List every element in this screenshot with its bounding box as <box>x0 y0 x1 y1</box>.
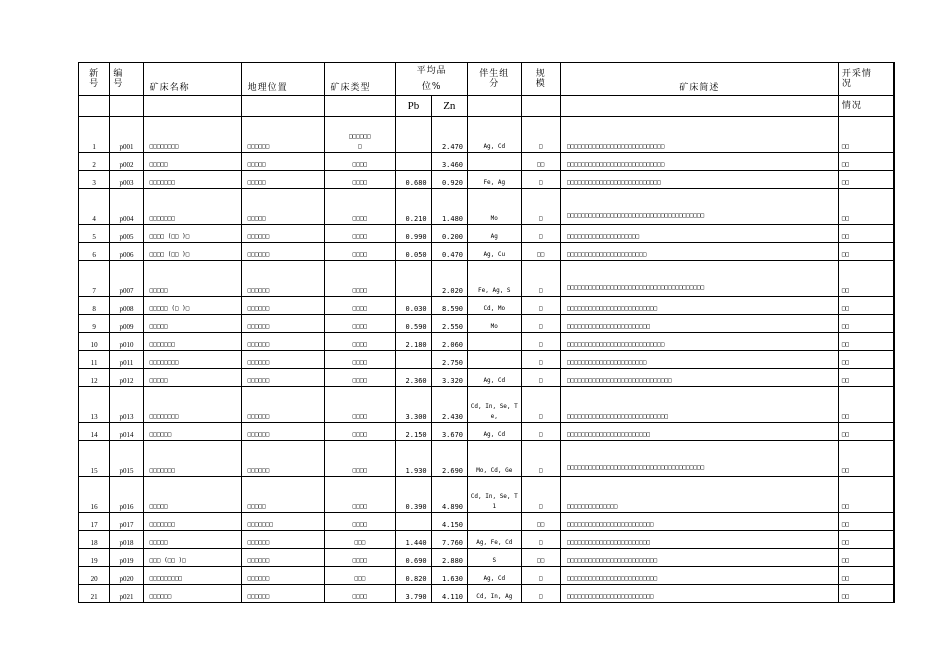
cell-no: 1 <box>79 117 110 153</box>
cell-scale: □□ <box>521 513 560 531</box>
cell-name: □□□□□□□□ <box>143 351 241 369</box>
cell-assoc: Ag, Cd <box>468 117 522 153</box>
cell-code: p010 <box>110 333 143 351</box>
cell-desc: □□□□□□□□□□□□□□□□□□□□□□□ <box>560 423 838 441</box>
cell-assoc: S <box>468 549 522 567</box>
cell-type: □□□□ <box>324 513 396 531</box>
cell-pb: 3.790 <box>396 585 431 603</box>
cell-zn: 4.110 <box>431 585 467 603</box>
cell-name: □□□□□□□□□ <box>143 567 241 585</box>
cell-zn: 2.880 <box>431 549 467 567</box>
cell-location: □□□□□□ <box>241 585 324 603</box>
cell-no: 10 <box>79 333 110 351</box>
cell-zn: 3.670 <box>431 423 467 441</box>
cell-name: □□□□□□□ <box>143 171 241 189</box>
cell-mining: □□ <box>838 333 894 351</box>
table-row <box>79 225 895 243</box>
cell-code: p006 <box>110 243 143 261</box>
cell-scale: □ <box>521 369 560 387</box>
cell-pb: 2.150 <box>396 423 431 441</box>
cell-type: □□□□ <box>324 225 396 243</box>
cell-no: 18 <box>79 531 110 549</box>
cell-zn: 8.590 <box>431 297 467 315</box>
cell-location: □□□□□□ <box>241 387 324 423</box>
cell-desc: □□□□□□□□□□□□□□□□□□□□□□ <box>560 351 838 369</box>
cell-name: □□□□□□□ <box>143 513 241 531</box>
cell-scale: □ <box>521 531 560 549</box>
cell-zn: 1.480 <box>431 189 467 225</box>
cell-type: □□□□ <box>324 333 396 351</box>
cell-type: □□□ <box>324 531 396 549</box>
cell-code: p018 <box>110 531 143 549</box>
cell-type: □□□□ <box>324 423 396 441</box>
cell-name: □□□□□□□□ <box>143 387 241 423</box>
cell-desc: □□□□□□□□□□□□□□□□□□□□□□□□□□□ <box>560 117 838 153</box>
cell-code: p004 <box>110 189 143 225</box>
cell-no: 20 <box>79 567 110 585</box>
cell-assoc: Ag, Cd <box>468 567 522 585</box>
cell-zn: 0.200 <box>431 225 467 243</box>
cell-assoc <box>468 513 522 531</box>
table-row <box>79 261 895 297</box>
cell-location: □□□□□ <box>241 477 324 513</box>
cell-desc: □□□□□□□□□□□□□□□□□□□□□□□□□ <box>560 567 838 585</box>
cell-mining: □□ <box>838 225 894 243</box>
header-zn: Zn <box>431 96 467 117</box>
cell-assoc: Fe, Ag <box>468 171 522 189</box>
cell-desc: □□□□□□□□□□□□□□□□□□□□□□□□ <box>560 585 838 603</box>
cell-name: □□□□□ <box>143 369 241 387</box>
cell-zn: 2.430 <box>431 387 467 423</box>
cell-mining: □□ <box>838 441 894 477</box>
cell-no: 21 <box>79 585 110 603</box>
cell-mining: □□ <box>838 387 894 423</box>
header-blank <box>79 96 110 117</box>
cell-assoc: Cd, Mo <box>468 297 522 315</box>
cell-location: □□□□□□ <box>241 117 324 153</box>
table-row <box>79 567 895 585</box>
cell-assoc: Cd, In, Ag <box>468 585 522 603</box>
cell-zn: 2.550 <box>431 315 467 333</box>
table-row <box>79 369 895 387</box>
cell-mining: □□ <box>838 369 894 387</box>
cell-pb: 2.180 <box>396 333 431 351</box>
table-row <box>79 189 895 225</box>
cell-code: p001 <box>110 117 143 153</box>
cell-code: p019 <box>110 549 143 567</box>
cell-no: 12 <box>79 369 110 387</box>
cell-mining: □□ <box>838 477 894 513</box>
cell-name: □□□□□ <box>143 153 241 171</box>
table-row <box>79 387 895 423</box>
cell-assoc <box>468 333 522 351</box>
deposit-table <box>78 62 895 603</box>
table-row <box>79 351 895 369</box>
cell-type: □□□□ <box>324 189 396 225</box>
cell-pb: 0.990 <box>396 225 431 243</box>
cell-type: □□□□ <box>324 549 396 567</box>
cell-code: p013 <box>110 387 143 423</box>
cell-mining: □□ <box>838 243 894 261</box>
cell-assoc: Mo <box>468 315 522 333</box>
cell-pb <box>396 351 431 369</box>
cell-location: □□□□□□ <box>241 369 324 387</box>
cell-assoc: Mo, Cd, Ge <box>468 441 522 477</box>
cell-assoc: Ag, Cu <box>468 243 522 261</box>
cell-pb <box>396 117 431 153</box>
cell-assoc: Fe, Ag, S <box>468 261 522 297</box>
cell-pb: 0.690 <box>396 549 431 567</box>
cell-name: □□□□□□ <box>143 585 241 603</box>
cell-assoc <box>468 351 522 369</box>
cell-desc: □□□□□□□□□□□□□□□□□□□□□□□□□□□ <box>560 333 838 351</box>
cell-desc: □□□□□□□□□□□□□□□□□□□□□□□□□□□□□ <box>560 369 838 387</box>
cell-mining: □□ <box>838 315 894 333</box>
cell-pb: 0.680 <box>396 171 431 189</box>
cell-desc: □□□□□□□□□□□□□□□□□□□□□□□□□ <box>560 297 838 315</box>
header-no: 新 号 <box>79 63 110 96</box>
cell-zn: 2.690 <box>431 441 467 477</box>
cell-code: p011 <box>110 351 143 369</box>
cell-name: □□□□□ <box>143 315 241 333</box>
table-row <box>79 153 895 171</box>
header-assoc: 伴生组 分 <box>468 63 522 96</box>
cell-location: □□□□□□ <box>241 441 324 477</box>
cell-location: □□□□□□ <box>241 297 324 315</box>
cell-name: □□□□□ <box>143 531 241 549</box>
cell-desc: □□□□□□□□□□□□□□□□□□□□□□□□□□□ <box>560 153 838 171</box>
cell-desc: □□□□□□□□□□□□□□□□□□□□□□□ <box>560 531 838 549</box>
header-blank <box>324 96 396 117</box>
cell-code: p008 <box>110 297 143 315</box>
table-row <box>79 549 895 567</box>
cell-type: □□□□ <box>324 351 396 369</box>
cell-zn: 1.630 <box>431 567 467 585</box>
cell-code: p014 <box>110 423 143 441</box>
cell-name: □□□□□ <box>143 261 241 297</box>
cell-type: □□□□ <box>324 261 396 297</box>
cell-name: □□□□□ <box>143 477 241 513</box>
cell-code: p007 <box>110 261 143 297</box>
cell-assoc: Ag <box>468 225 522 243</box>
table-row <box>79 171 895 189</box>
header-row-3 <box>79 96 895 117</box>
cell-name: □□□□□□□ <box>143 189 241 225</box>
cell-desc: □□□□□□□□□□□□□□□□□□□□□□□□□ <box>560 549 838 567</box>
table-row <box>79 333 895 351</box>
cell-name: □□□ (□□ )□ <box>143 549 241 567</box>
cell-mining: □□ <box>838 297 894 315</box>
cell-assoc: Ag, Cd <box>468 369 522 387</box>
table-row <box>79 513 895 531</box>
cell-no: 17 <box>79 513 110 531</box>
header-blank <box>110 96 143 117</box>
cell-name: □□□□□□□ <box>143 441 241 477</box>
cell-scale: □ <box>521 333 560 351</box>
cell-mining: □□ <box>838 189 894 225</box>
cell-code: p012 <box>110 369 143 387</box>
cell-mining: □□ <box>838 513 894 531</box>
cell-code: p015 <box>110 441 143 477</box>
table-row <box>79 477 895 513</box>
cell-pb: 2.360 <box>396 369 431 387</box>
cell-mining: □□ <box>838 567 894 585</box>
cell-zn: 4.890 <box>431 477 467 513</box>
cell-assoc: Ag, Fe, Cd <box>468 531 522 549</box>
cell-zn: 7.760 <box>431 531 467 549</box>
cell-zn: 2.750 <box>431 351 467 369</box>
cell-pb: 1.930 <box>396 441 431 477</box>
cell-scale: □ <box>521 423 560 441</box>
cell-location: □□□□□□□ <box>241 513 324 531</box>
cell-location: □□□□□□ <box>241 423 324 441</box>
cell-scale: □ <box>521 117 560 153</box>
cell-type: □□□□ <box>324 441 396 477</box>
cell-mining: □□ <box>838 117 894 153</box>
cell-type: □□□□ <box>324 369 396 387</box>
table-row <box>79 315 895 333</box>
cell-zn: 2.470 <box>431 117 467 153</box>
header-type: 矿床类型 <box>324 63 396 96</box>
cell-scale: □ <box>521 315 560 333</box>
cell-code: p020 <box>110 567 143 585</box>
cell-type: □□□□ <box>324 585 396 603</box>
cell-name: □□□□ (□□ )□ <box>143 243 241 261</box>
cell-pb: 0.050 <box>396 243 431 261</box>
cell-scale: □ <box>521 189 560 225</box>
cell-location: □□□□□□ <box>241 333 324 351</box>
cell-name: □□□□□□□□ <box>143 117 241 153</box>
table-row <box>79 531 895 549</box>
cell-code: p016 <box>110 477 143 513</box>
cell-pb: 0.820 <box>396 567 431 585</box>
cell-pb: 3.300 <box>396 387 431 423</box>
cell-mining: □□ <box>838 153 894 171</box>
cell-no: 9 <box>79 315 110 333</box>
cell-type: □□□□ <box>324 297 396 315</box>
cell-pb <box>396 261 431 297</box>
cell-code: p002 <box>110 153 143 171</box>
cell-no: 8 <box>79 297 110 315</box>
cell-scale: □ <box>521 441 560 477</box>
header-desc: 矿床简述 <box>560 63 838 96</box>
cell-scale: □ <box>521 297 560 315</box>
header-mining-sub: 情况 <box>838 96 894 117</box>
cell-location: □□□□□ <box>241 171 324 189</box>
cell-desc: □□□□□□□□□□□□□□ <box>560 477 838 513</box>
cell-no: 3 <box>79 171 110 189</box>
cell-scale: □ <box>521 225 560 243</box>
table-row <box>79 117 895 153</box>
cell-no: 2 <box>79 153 110 171</box>
table-row <box>79 585 895 603</box>
cell-desc: □□□□□□□□□□□□□□□□□□□□□□□□□□□□□□□□□□□□□□ <box>560 261 838 297</box>
cell-type: □□□□ <box>324 243 396 261</box>
cell-no: 19 <box>79 549 110 567</box>
cell-scale: □ <box>521 585 560 603</box>
header-mining: 开采情 况 <box>838 63 894 96</box>
cell-desc: □□□□□□□□□□□□□□□□□□□□□□□ <box>560 315 838 333</box>
cell-assoc: Mo <box>468 189 522 225</box>
cell-zn: 0.470 <box>431 243 467 261</box>
header-blank <box>560 96 838 117</box>
cell-assoc: Cd, In, Se, T e, <box>468 387 522 423</box>
cell-pb: 0.030 <box>396 297 431 315</box>
cell-assoc <box>468 153 522 171</box>
cell-zn: 3.460 <box>431 153 467 171</box>
cell-desc: □□□□□□□□□□□□□□□□□□□□□□□□□□□□□□□□□□□□□□ <box>560 189 838 225</box>
cell-name: □□□□□ (□ )□ <box>143 297 241 315</box>
header-name: 矿床名称 <box>143 63 241 96</box>
cell-desc: □□□□□□□□□□□□□□□□□□□□□□□□□□ <box>560 171 838 189</box>
cell-scale: □ <box>521 171 560 189</box>
cell-pb: 0.210 <box>396 189 431 225</box>
cell-pb: 1.440 <box>396 531 431 549</box>
cell-no: 11 <box>79 351 110 369</box>
cell-name: □□□□□□□ <box>143 333 241 351</box>
header-location: 地理位置 <box>241 63 324 96</box>
cell-no: 4 <box>79 189 110 225</box>
cell-type: □□□□ <box>324 171 396 189</box>
cell-no: 5 <box>79 225 110 243</box>
cell-zn: 3.320 <box>431 369 467 387</box>
header-grade-unit: 位% <box>396 79 468 96</box>
cell-location: □□□□□□ <box>241 243 324 261</box>
cell-pb: 0.590 <box>396 315 431 333</box>
cell-mining: □□ <box>838 351 894 369</box>
header-blank <box>241 96 324 117</box>
cell-code: p003 <box>110 171 143 189</box>
header-pb: Pb <box>396 96 431 117</box>
cell-desc: □□□□□□□□□□□□□□□□□□□□ <box>560 225 838 243</box>
cell-no: 15 <box>79 441 110 477</box>
cell-location: □□□□□□ <box>241 225 324 243</box>
header-blank <box>143 96 241 117</box>
cell-location: □□□□□□ <box>241 261 324 297</box>
cell-code: p017 <box>110 513 143 531</box>
cell-zn: 4.150 <box>431 513 467 531</box>
cell-mining: □□ <box>838 261 894 297</box>
header-grade: 平均品 <box>396 63 468 80</box>
cell-type: □□□□ <box>324 153 396 171</box>
table-row <box>79 297 895 315</box>
cell-location: □□□□□□ <box>241 549 324 567</box>
cell-location: □□□□□ <box>241 189 324 225</box>
cell-type: □□□□□□ □ <box>324 117 396 153</box>
cell-scale: □□ <box>521 243 560 261</box>
cell-pb: 0.390 <box>396 477 431 513</box>
cell-name: □□□□□□ <box>143 423 241 441</box>
cell-type: □□□□ <box>324 315 396 333</box>
cell-type: □□□□ <box>324 387 396 423</box>
header-blank <box>468 96 522 117</box>
cell-desc: □□□□□□□□□□□□□□□□□□□□□□□□□□□□ <box>560 387 838 423</box>
cell-location: □□□□□□ <box>241 351 324 369</box>
cell-name: □□□□ (□□ )□ <box>143 225 241 243</box>
cell-no: 7 <box>79 261 110 297</box>
header-scale: 规 模 <box>521 63 560 96</box>
cell-scale: □□ <box>521 549 560 567</box>
header-row-1 <box>79 63 895 80</box>
cell-zn: 2.020 <box>431 261 467 297</box>
cell-scale: □ <box>521 351 560 369</box>
cell-no: 14 <box>79 423 110 441</box>
cell-scale: □ <box>521 261 560 297</box>
cell-no: 16 <box>79 477 110 513</box>
table-row <box>79 243 895 261</box>
table-row <box>79 441 895 477</box>
cell-location: □□□□□□ <box>241 567 324 585</box>
table-row <box>79 423 895 441</box>
cell-code: p009 <box>110 315 143 333</box>
cell-assoc: Cd, In, Se, T 1 <box>468 477 522 513</box>
cell-mining: □□ <box>838 531 894 549</box>
cell-desc: □□□□□□□□□□□□□□□□□□□□□□□□□□□□□□□□□□□□□□ <box>560 441 838 477</box>
cell-mining: □□ <box>838 171 894 189</box>
cell-code: p021 <box>110 585 143 603</box>
cell-mining: □□ <box>838 585 894 603</box>
header-blank <box>521 96 560 117</box>
cell-scale: □□ <box>521 153 560 171</box>
cell-scale: □ <box>521 387 560 423</box>
cell-pb <box>396 513 431 531</box>
cell-location: □□□□□□ <box>241 315 324 333</box>
cell-code: p005 <box>110 225 143 243</box>
cell-location: □□□□□□ <box>241 531 324 549</box>
cell-mining: □□ <box>838 549 894 567</box>
cell-type: □□□ <box>324 567 396 585</box>
cell-no: 13 <box>79 387 110 423</box>
cell-pb <box>396 153 431 171</box>
cell-type: □□□□ <box>324 477 396 513</box>
header-code: 编 号 <box>110 63 143 96</box>
cell-zn: 2.060 <box>431 333 467 351</box>
cell-desc: □□□□□□□□□□□□□□□□□□□□□□□□ <box>560 513 838 531</box>
cell-scale: □ <box>521 477 560 513</box>
cell-location: □□□□□ <box>241 153 324 171</box>
cell-assoc: Ag, Cd <box>468 423 522 441</box>
cell-desc: □□□□□□□□□□□□□□□□□□□□□□ <box>560 243 838 261</box>
cell-mining: □□ <box>838 423 894 441</box>
cell-scale: □ <box>521 567 560 585</box>
cell-no: 6 <box>79 243 110 261</box>
cell-zn: 0.920 <box>431 171 467 189</box>
